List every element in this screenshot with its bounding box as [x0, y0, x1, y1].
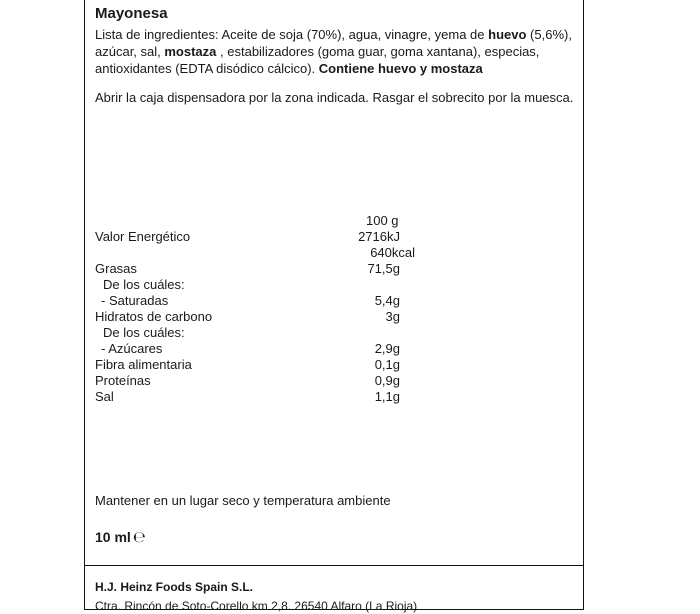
company-name: H.J. Heinz Foods Spain S.L.: [95, 580, 254, 594]
nutrition-value: 5,4g: [374, 293, 400, 308]
nutrition-value: 0,9g: [374, 373, 400, 388]
nutrition-label: Hidratos de carbono: [95, 309, 213, 324]
nutrition-label: Grasas: [95, 261, 137, 276]
allergen-huevo: huevo: [488, 27, 527, 42]
nutrition-value: 640kcal: [370, 245, 415, 260]
net-quantity: [95, 528, 146, 546]
nutrition-header: 100 g: [366, 213, 399, 228]
nutrition-label: Fibra alimentaria: [95, 357, 192, 372]
storage-instructions: Mantener en un lugar seco y temperatura ambiente: [95, 493, 391, 508]
company-address: Ctra. Rincón de Soto-Corello km 2,8. 26540 Alfaro (La Rioja): [95, 599, 418, 613]
nutrition-label: De los cuáles:: [103, 277, 185, 292]
divider: [84, 565, 584, 566]
nutrition-value: 3g: [385, 309, 400, 324]
nutrition-value: 1,1g: [374, 389, 400, 404]
nutrition-label: Valor Energético: [95, 229, 191, 244]
nutrition-label: - Azúcares: [101, 341, 163, 356]
nutrition-label: Sal: [95, 389, 114, 404]
nutrition-label: - Saturadas: [101, 293, 169, 308]
nutrition-value: 0,1g: [374, 357, 400, 372]
product-title: Mayonesa: [95, 5, 168, 22]
ingredients-segment: , estabilizadores (goma guar, goma xantana), especias, antioxidantes (EDTA disódico cálcico).: [95, 44, 540, 76]
allergen-mostaza: mostaza: [164, 44, 217, 59]
quantity-amount: 10 ml: [95, 529, 131, 545]
ingredients-list: [95, 26, 580, 77]
allergen-statement: Contiene huevo y mostaza: [318, 61, 483, 76]
nutrition-value: 2716kJ: [358, 229, 400, 244]
ingredients-segment: Lista de ingredientes: Aceite de soja (70%), agua, vinagre, yema de: [95, 27, 489, 42]
nutrition-value: 71,5g: [367, 261, 400, 276]
nutrition-label: Proteínas: [95, 373, 151, 388]
nutrition-value: 2,9g: [374, 341, 400, 356]
ingredients-segment: (5,6%), azúcar, sal,: [95, 27, 572, 59]
opening-instructions: Abrir la caja dispensadora por la zona indicada. Rasgar el sobrecito por la muesca.: [95, 90, 574, 105]
estimated-sign-icon: ℮: [132, 528, 146, 546]
nutrition-label: De los cuáles:: [103, 325, 185, 340]
